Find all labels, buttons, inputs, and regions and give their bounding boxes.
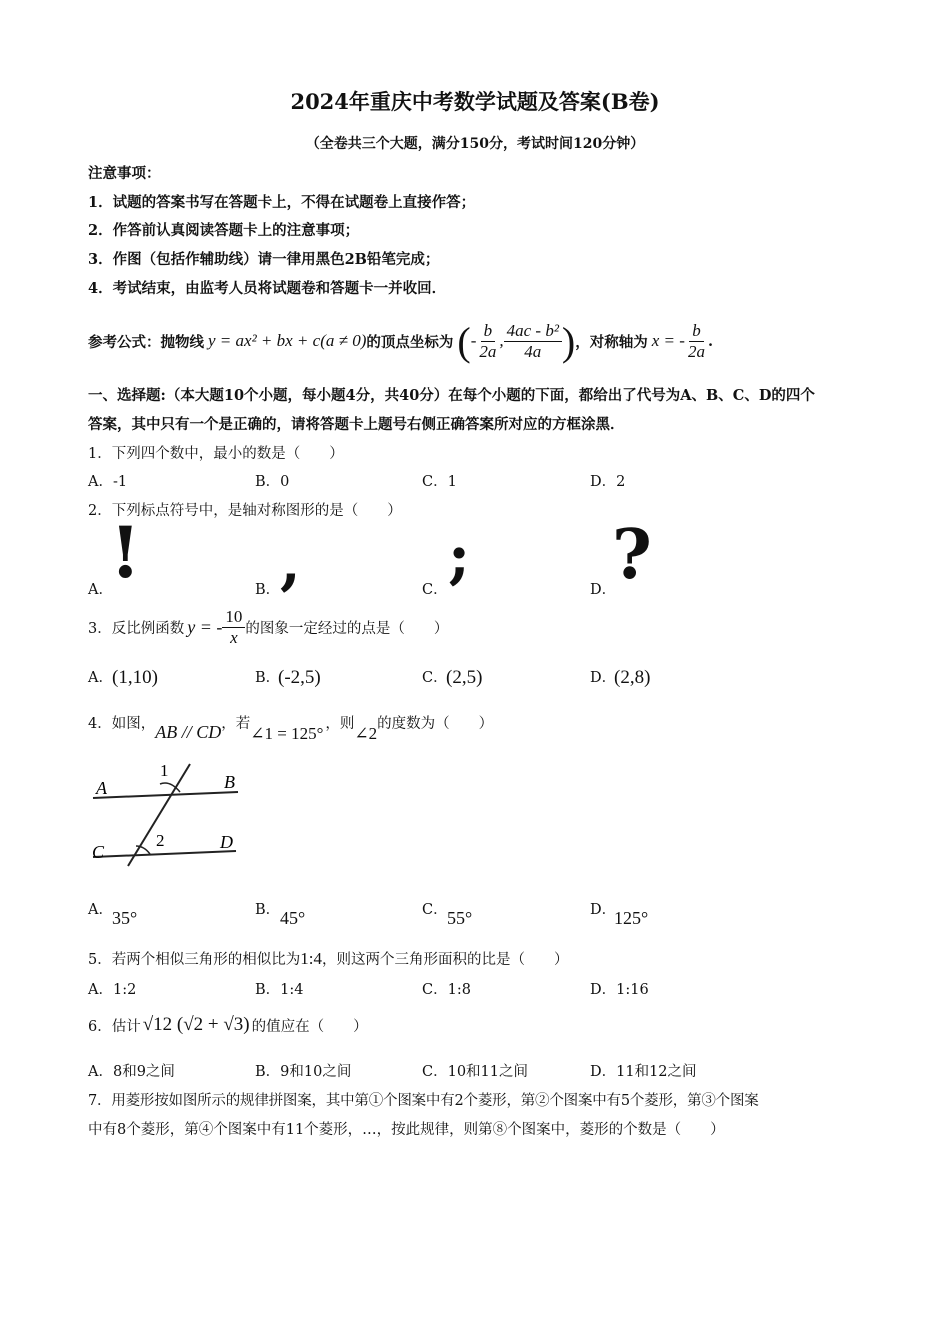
axis-lhs: x = - — [651, 331, 685, 350]
q1-stem: 1．下列四个数中，最小的数是（ ） — [88, 446, 344, 462]
formula-end: . — [707, 332, 713, 350]
vertex-minus: - — [470, 331, 477, 350]
angle2-label: 2 — [156, 831, 165, 850]
note-item: 2．作答前认真阅读答题卡上的注意事项； — [88, 222, 360, 239]
note-item: 4．考试结束，由监考人员将试题卷和答题卡一并收回． — [88, 280, 447, 297]
q5-option-c: C．1:8 — [422, 982, 471, 998]
q3-func-den: x — [230, 627, 238, 647]
semicolon-symbol: ; — [448, 522, 471, 592]
q4-value-c: 55° — [447, 908, 473, 928]
q5-stem-suffix: ，则这两个三角形面积的比是（ ） — [321, 952, 569, 968]
q6-stem-prefix: 6．估计 — [88, 1018, 141, 1035]
q3-label-c: C． — [422, 670, 448, 686]
q1-option-a: A．-1 — [88, 474, 128, 490]
q4-given-parallel: AB // CD — [155, 722, 222, 742]
q4-stem-suffix: 的度数为（ ） — [377, 716, 494, 732]
vertex-x-den: 2a — [479, 341, 497, 361]
q4-label-c: C． — [422, 902, 448, 918]
q4-stem-mid: ，若 — [221, 716, 251, 732]
q3-label-a: A． — [88, 670, 113, 686]
q5-stem-prefix: 5．若两个相似三角形的相似比为 — [88, 952, 301, 968]
q6-stem-suffix: 的值应在（ ） — [251, 1018, 368, 1035]
q5-option-d: D．1:16 — [590, 982, 649, 998]
q4-value-d: 125° — [614, 908, 649, 928]
q1-option-c: C．1 — [422, 474, 457, 490]
vertex-x-num: b — [481, 321, 496, 342]
note-item: 1．试题的答案书写在答题卡上，不得在试题卷上直接作答； — [88, 194, 476, 211]
q5-option-a: A．1:2 — [88, 982, 137, 998]
q5-ratio: 1:4 — [300, 948, 322, 968]
q4-given-angle1: ∠1 = 125° — [250, 724, 324, 743]
axis-den: 2a — [687, 341, 705, 361]
vertex-comma: , — [499, 331, 504, 350]
formula-equation: y = ax² + bx + c — [208, 331, 321, 350]
label-d: D — [220, 832, 233, 852]
q3-func-lhs: y = - — [187, 616, 223, 637]
vertex-label: 的顶点坐标为 — [366, 333, 454, 351]
page-title: 2024年重庆中考数学试题及答案(B卷) — [290, 89, 660, 114]
parallel-lines-figure — [88, 758, 248, 870]
q4-stem-prefix: 4．如图， — [88, 716, 156, 732]
transversal-line — [128, 764, 190, 866]
label-b: B — [224, 772, 235, 792]
q6-option-a: A．8和9之间 — [88, 1064, 175, 1080]
q2-label-b: B． — [255, 582, 281, 598]
q4-label-a: A． — [88, 902, 113, 918]
axis-label: ，对称轴为 — [575, 333, 648, 351]
q6-stem — [88, 1008, 368, 1042]
q4-label-b: B． — [255, 902, 281, 918]
q3-stem — [88, 604, 448, 650]
q3-label-d: D． — [590, 670, 617, 686]
q2-label-a: A． — [88, 582, 113, 598]
q3-value-b: (-2,5) — [278, 667, 321, 688]
comma-symbol: , — [280, 528, 301, 598]
exclamation-mark-symbol: ! — [110, 511, 141, 594]
section1-line2: 答案，其中只有一个是正确的，请将答题卡上题号右侧正确答案所对应的方框涂黑． — [88, 416, 625, 433]
q1-option-d: D．2 — [590, 474, 626, 490]
q6-option-b: B．9和10之间 — [255, 1064, 352, 1080]
q2-label-c: C． — [422, 582, 448, 598]
vertex-y-den: 4a — [524, 341, 542, 361]
vertex-y-num: 4ac - b² — [504, 321, 562, 342]
q1-option-b: B．0 — [255, 474, 290, 490]
axis-num: b — [689, 321, 704, 342]
q4-stem — [88, 712, 493, 744]
note-item: 3．作图（包括作辅助线）请一律用黑色2B铅笔完成； — [88, 251, 440, 268]
q7-line2: 中有8个菱形，第④个图案中有11个菱形，…，按此规律，则第⑧个图案中，菱形的个数是（ ） — [88, 1122, 725, 1138]
vertex-y-fraction — [504, 321, 562, 362]
q3-value-a: (1,10) — [112, 667, 158, 688]
line-cd — [93, 851, 236, 857]
q4-given-angle2: ∠2 — [354, 724, 378, 743]
line-ab — [93, 792, 238, 798]
reference-formula — [88, 318, 713, 364]
formula-prefix: 参考公式：抛物线 — [88, 333, 204, 351]
q6-option-c: C．10和11之间 — [422, 1064, 528, 1080]
q2-label-d: D． — [590, 582, 617, 598]
q3-value-c: (2,5) — [446, 667, 483, 688]
q4-stem-mid2: ，则 — [325, 716, 355, 732]
q6-option-d: D．11和12之间 — [590, 1064, 697, 1080]
vertex-x-fraction — [476, 321, 499, 362]
notes-heading: 注意事项： — [88, 165, 161, 182]
formula-condition: (a ≠ 0) — [320, 331, 367, 350]
label-c: C — [92, 842, 105, 862]
angle1-label: 1 — [160, 761, 169, 780]
axis-fraction — [685, 321, 708, 362]
q5-stem — [88, 948, 568, 969]
q3-stem-suffix: 的图象一定经过的点是（ ） — [245, 620, 449, 637]
label-a: A — [96, 778, 107, 798]
exam-info: （全卷共三个大题，满分150分，考试时间120分钟） — [305, 136, 645, 152]
q3-label-b: B． — [255, 670, 281, 686]
question-mark-symbol: ? — [612, 515, 652, 595]
q4-value-b: 45° — [280, 908, 306, 928]
q3-stem-prefix: 3．反比例函数 — [88, 620, 185, 637]
q3-func-num: 10 — [222, 607, 245, 628]
q4-value-a: 35° — [112, 908, 138, 928]
q3-value-d: (2,8) — [614, 667, 651, 688]
q5-option-b: B．1:4 — [255, 982, 304, 998]
vertex-close-paren: ) — [561, 318, 576, 364]
section1-line1: 一、选择题:（本大题10个小题，每小题4分，共40分）在每个小题的下面，都给出了代号为A、B、C、D的四个 — [88, 387, 815, 404]
q3-func-fraction — [222, 607, 245, 648]
vertex-open-paren: ( — [457, 318, 471, 364]
q7-line1: 7．用菱形按如图所示的规律拼图案，其中第①个图案中有2个菱形，第②个图案中有5个菱形，第③个图案 — [88, 1093, 759, 1109]
q4-label-d: D． — [590, 902, 617, 918]
q2-stem: 2．下列标点符号中，是轴对称图形的是（ ） — [88, 503, 402, 519]
q6-expression: √12 (√2 + √3) — [142, 1014, 250, 1035]
